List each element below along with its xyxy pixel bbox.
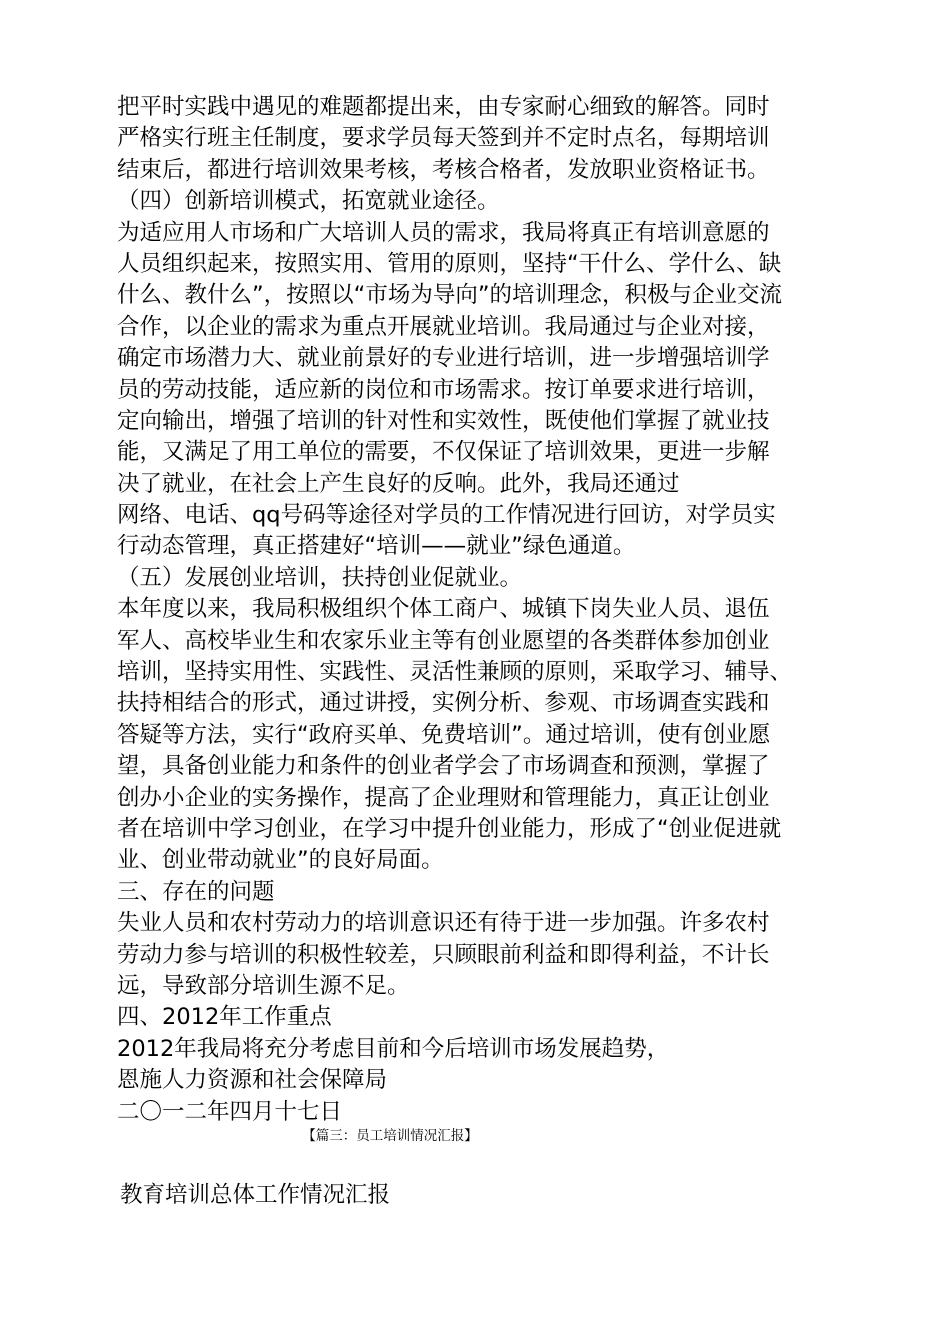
report-title: 教育培训总体工作情况汇报 — [120, 1182, 391, 1208]
text-line: 培训，坚持实用性、实践性、灵活性兼顾的原则，采取学习、辅导、 — [117, 659, 793, 686]
text-line: 军人、高校毕业生和农家乐业主等有创业愿望的各类群体参加创业 — [117, 627, 770, 654]
text-line: 严格实行班主任制度，要求学员每天签到并不定时点名，每期培训 — [117, 125, 770, 152]
document-body — [117, 92, 837, 1128]
text-line: 远，导致部分培训生源不足。 — [117, 972, 410, 999]
text-line: 行动态管理，真正搭建好“培训——就业”绿色通道。 — [117, 533, 636, 560]
text-line: 把平时实践中遇见的难题都提出来，由专家耐心细致的解答。同时 — [117, 94, 770, 120]
text-line: 望，具备创业能力和条件的创业者学会了市场调查和预测，掌握了 — [117, 753, 770, 780]
text-line: 确定市场潜力大、就业前景好的专业进行培训，进一步增强培训学 — [117, 345, 770, 372]
signature-date: 二〇一二年四月十七日 — [117, 1098, 343, 1125]
text-line: 创办小企业的实务操作，提高了企业理财和管理能力，真正让创业 — [117, 784, 770, 811]
text-line: 答疑等方法，实行“政府买单、免费培训”。通过培训，使有创业愿 — [117, 721, 771, 748]
text-line: 能，又满足了用工单位的需要，不仅保证了培训效果，更进一步解 — [117, 439, 770, 466]
text-line: 决了就业，在社会上产生良好的反响。此外，我局还通过 — [117, 470, 680, 497]
text-line: 员的劳动技能，适应新的岗位和市场需求。按订单要求进行培训， — [117, 376, 770, 403]
text-line: 失业人员和农村劳动力的培训意识还有待于进一步加强。许多农村 — [117, 910, 770, 937]
text-line: 人员组织起来，按照实用、管用的原则，坚持“干什么、学什么、缺 — [117, 250, 782, 277]
section-heading-five: （五）发展创业培训，扶持创业促就业。 — [117, 564, 523, 591]
text-line: 业、创业带动就业”的良好局面。 — [117, 847, 444, 874]
section-heading-problems: 三、存在的问题 — [117, 878, 275, 905]
section-heading-2012-focus: 四、2012年工作重点 — [117, 1004, 332, 1031]
text-line: 者在培训中学习创业，在学习中提升创业能力，形成了“创业促进就 — [117, 815, 782, 842]
text-line: 本年度以来，我局积极组织个体工商户、城镇下岗失业人员、退伍 — [117, 596, 770, 623]
text-line: 结束后，都进行培训效果考核，考核合格者，发放职业资格证书。 — [117, 156, 770, 183]
text-line: 为适应用人市场和广大培训人员的需求，我局将真正有培训意愿的 — [117, 219, 770, 246]
text-line: 扶持相结合的形式，通过讲授，实例分析、参观、市场调查实践和 — [117, 690, 770, 717]
text-line: 劳动力参与培训的积极性较差，只顾眼前利益和即得利益，不计长 — [117, 941, 770, 968]
signature-organization: 恩施人力资源和社会保障局 — [117, 1067, 388, 1094]
text-line: 2012年我局将充分考虑目前和今后培训市场发展趋势， — [117, 1035, 670, 1062]
section-label: 【篇三：员工培训情况汇报】 — [302, 1128, 478, 1144]
text-line: 网络、电话、qq号码等途径对学员的工作情况进行回访，对学员实 — [117, 502, 776, 529]
text-line: 定向输出，增强了培训的针对性和实效性，既使他们掌握了就业技 — [117, 407, 770, 434]
section-heading-four: （四）创新培训模式，拓宽就业途径。 — [117, 188, 500, 215]
text-line: 什么、教什么”，按照以“市场为导向”的培训理念，积极与企业交流 — [117, 282, 782, 309]
text-line: 合作，以企业的需求为重点开展就业培训。我局通过与企业对接， — [117, 313, 770, 340]
